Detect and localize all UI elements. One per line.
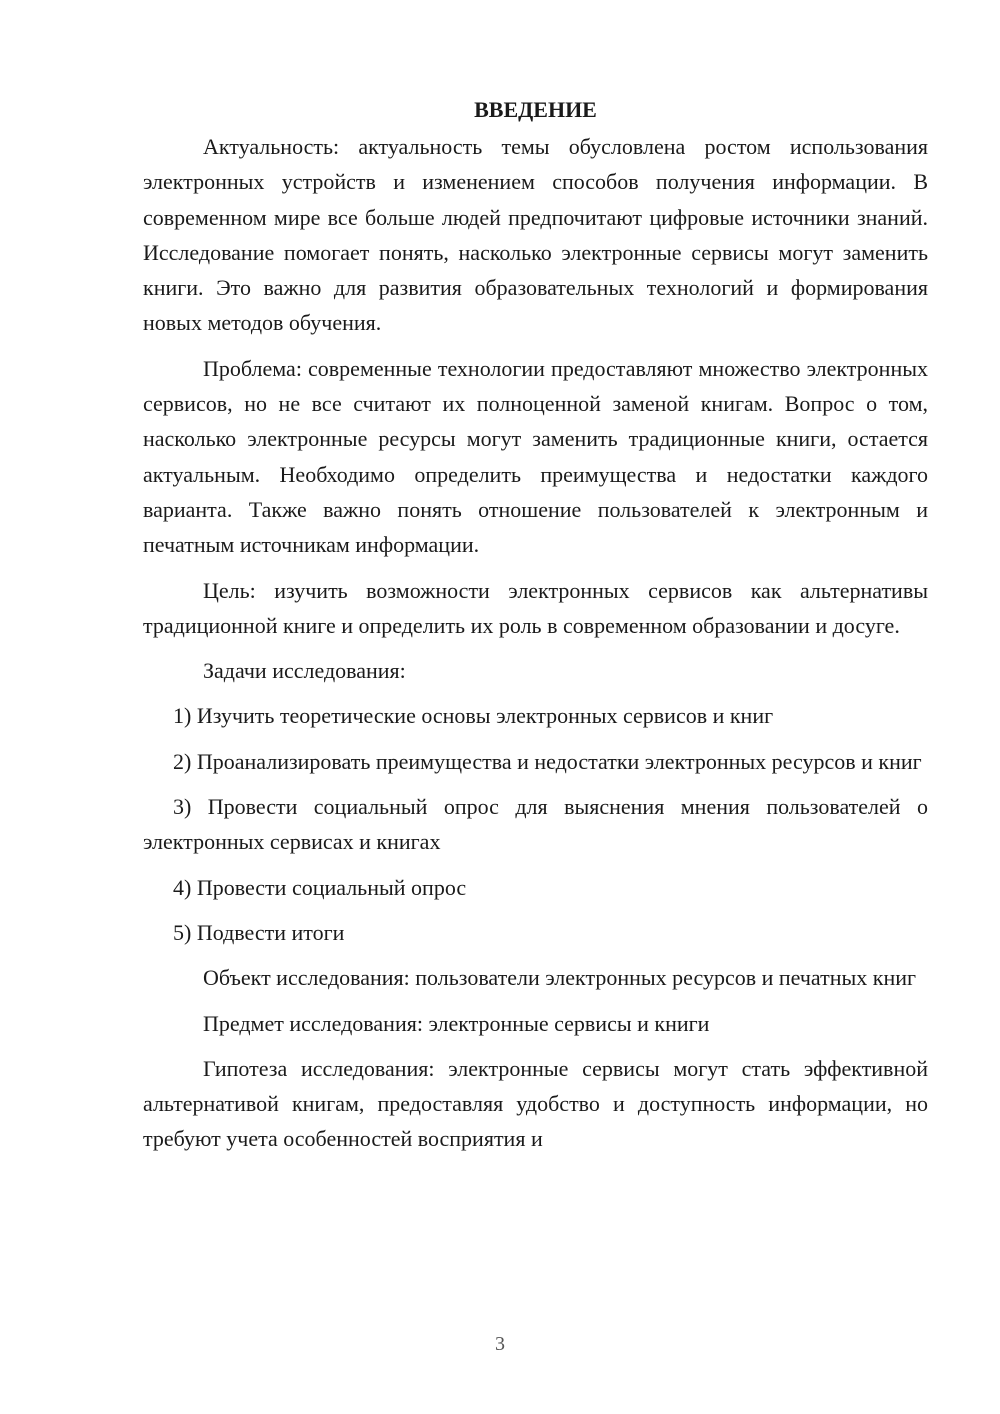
task-item: 3) Провести социальный опрос для выяснения мнения пользователей о электронных сервисах и книгах bbox=[143, 794, 928, 855]
object-paragraph: Объект исследования: пользователи электронных ресурсов и печатных книг bbox=[203, 965, 917, 991]
goal-paragraph: Цель: изучить возможности электронных сервисов как альтернативы традиционной книге и определить их роль в современном образовании и досуге. bbox=[143, 577, 928, 638]
problem-paragraph: Проблема: современные технологии предоставляют множество электронных сервисов, но не все считают их полноценной заменой книгам. Вопрос о том, насколько электронные ресурсы могут заменить традиционные книги, остается актуальным. Необходимо определить преимущества и недостатки каждого варианта. Также важно понять отношение пользователей к электронным и печатным источникам информации. bbox=[143, 355, 928, 558]
relevance-paragraph: Актуальность: актуальность темы обусловлена ростом использования электронных устройств и изменением способов получения информации. В современном мире все больше людей предпочитают цифровые источники знаний. Исследование помогает понять, насколько электронные сервисы могут заменить книги. Это важно для развития образовательных технологий и формирования новых методов обучения. bbox=[143, 134, 928, 336]
document-title: ВВЕДЕНИЕ bbox=[474, 97, 597, 122]
task-item: 4) Провести социальный опрос bbox=[173, 874, 467, 900]
hypothesis-paragraph: Гипотеза исследования: электронные сервисы могут стать эффективной альтернативой книгам, предоставляя удобство и доступность информации, но требуют учета особенностей восприятия и bbox=[143, 1055, 928, 1152]
page-number: 3 bbox=[495, 1333, 505, 1355]
tasks-heading: Задачи исследования: bbox=[203, 658, 406, 684]
subject-paragraph: Предмет исследования: электронные сервисы и книги bbox=[203, 1010, 710, 1036]
task-item: 5) Подвести итоги bbox=[173, 919, 345, 945]
task-item: 2) Проанализировать преимущества и недостатки электронных ресурсов и книг bbox=[173, 748, 922, 774]
task-item: 1) Изучить теоретические основы электронных сервисов и книг bbox=[173, 703, 774, 729]
document-page bbox=[143, 92, 928, 1157]
